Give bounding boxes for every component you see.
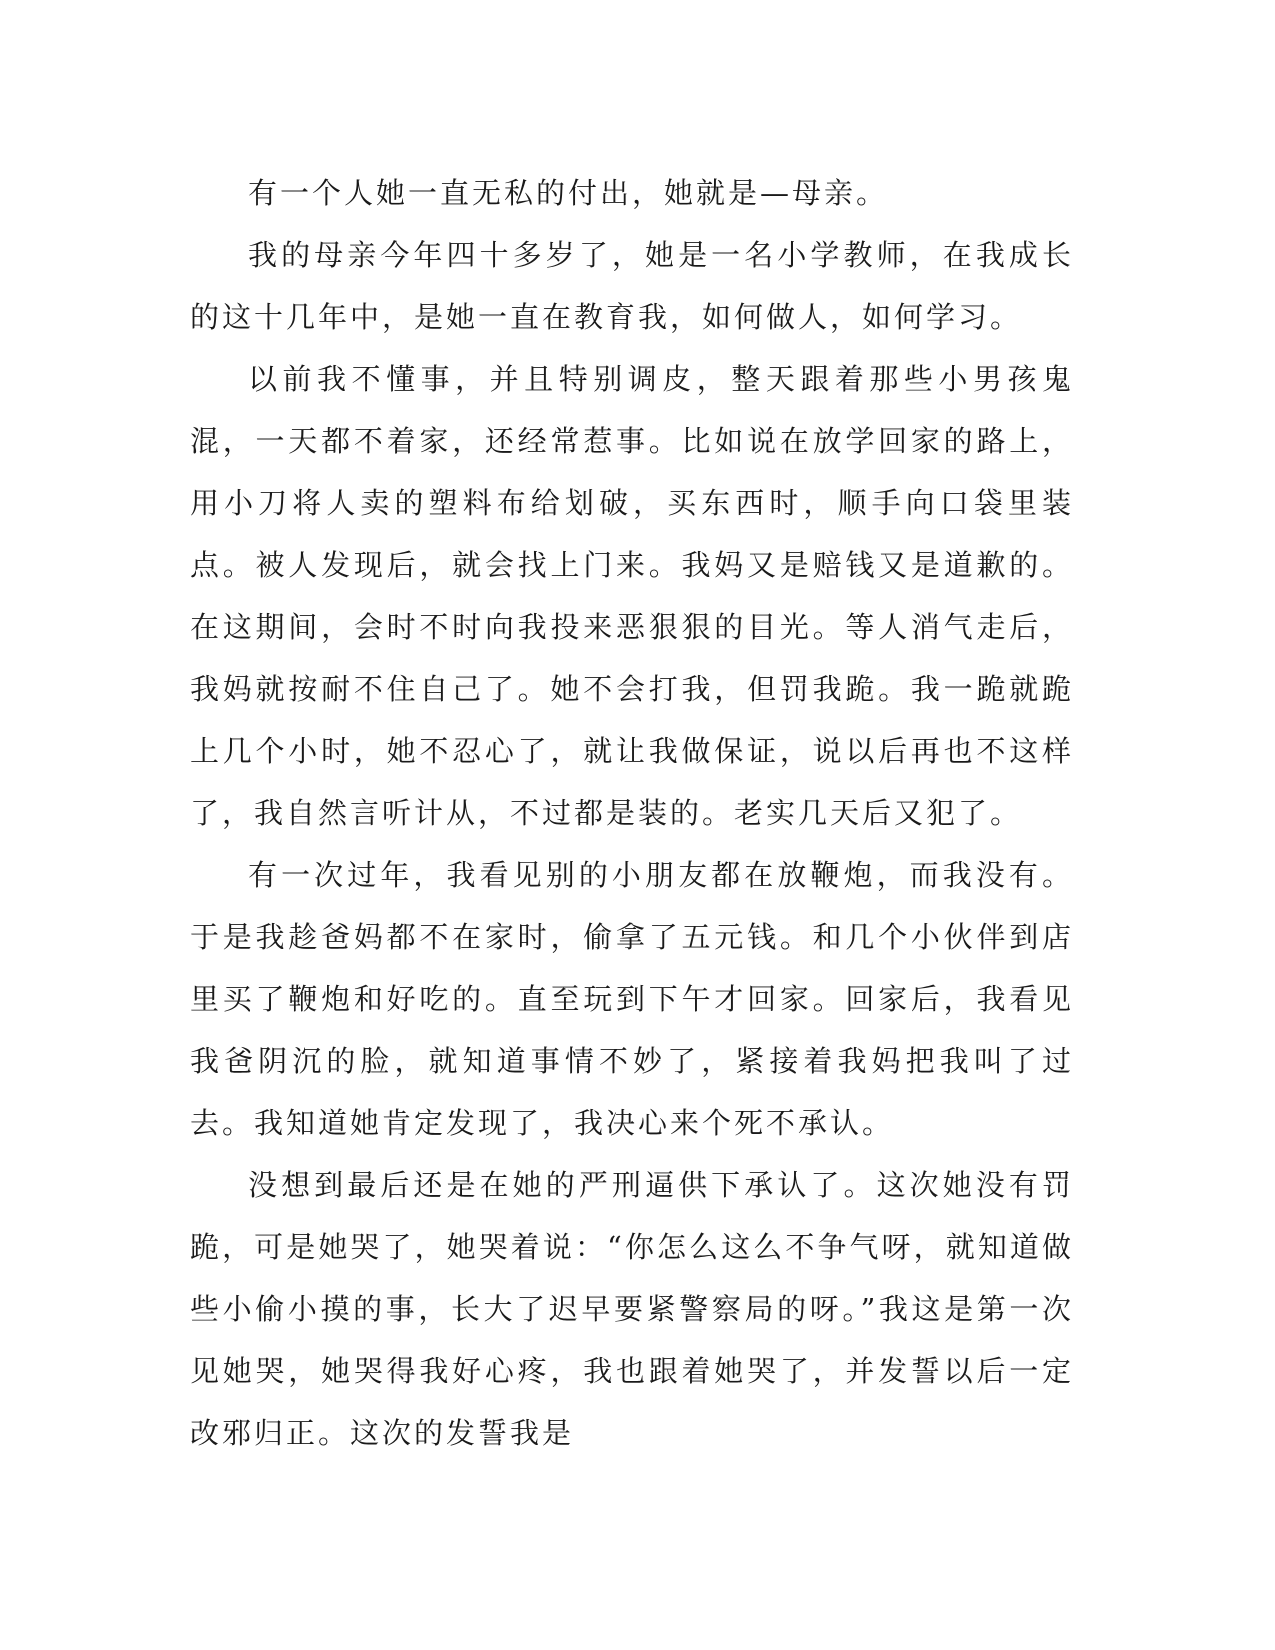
- paragraph-1: 有一个人她一直无私的付出，她就是—母亲。: [248, 176, 889, 210]
- body-text: [190, 162, 1074, 1464]
- paragraph-5: 没想到最后还是在她的严刑逼供下承认了。这次她没有罚跪，可是她哭了，她哭着说：“你怎么这么不争气呀，就知道做些小偷小摸的事，长大了迟早要紧警察局的呀。”我这是第一次见她哭，她哭得我好心疼，我也跟着她哭了，并发誓以后一定改邪归正。这次的发誓我是: [190, 1168, 1074, 1450]
- paragraph-2: 我的母亲今年四十多岁了，她是一名小学教师，在我成长的这十几年中，是她一直在教育我，如何做人，如何学习。: [190, 238, 1074, 334]
- paragraph-4: 有一次过年，我看见别的小朋友都在放鞭炮，而我没有。于是我趁爸妈都不在家时，偷拿了五元钱。和几个小伙伴到店里买了鞭炮和好吃的。直至玩到下午才回家。回家后，我看见我爸阴沉的脸，就知道事情不妙了，紧接着我妈把我叫了过去。我知道她肯定发现了，我决心来个死不承认。: [190, 858, 1074, 1140]
- paragraph-3: 以前我不懂事，并且特别调皮，整天跟着那些小男孩鬼混，一天都不着家，还经常惹事。比如说在放学回家的路上，用小刀将人卖的塑料布给划破，买东西时，顺手向口袋里装点。被人发现后，就会找上门来。我妈又是赔钱又是道歉的。在这期间，会时不时向我投来恶狠狠的目光。等人消气走后，我妈就按耐不住自己了。她不会打我，但罚我跪。我一跪就跪上几个小时，她不忍心了，就让我做保证，说以后再也不这样了，我自然言听计从，不过都是装的。老实几天后又犯了。: [190, 362, 1074, 830]
